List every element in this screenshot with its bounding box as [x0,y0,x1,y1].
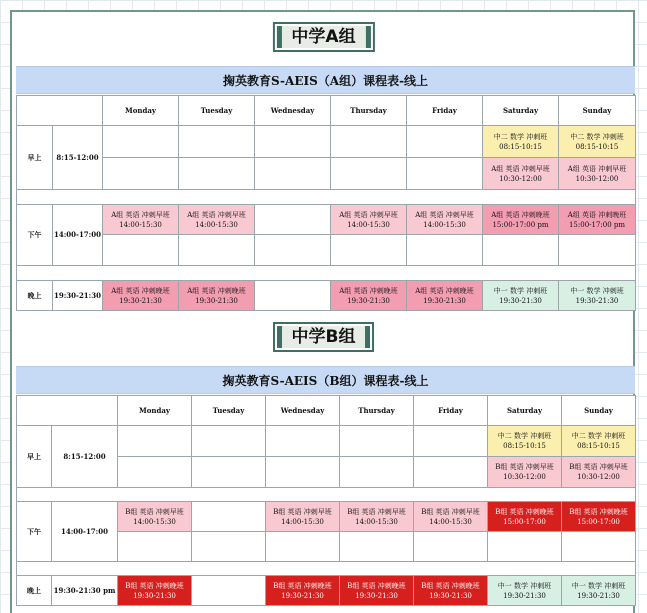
class-cell: B组 英语 冲刺早班 10:30-12:00 [488,457,562,488]
class-cell: B组 英语 冲刺晚班 19:30-21:30 [266,576,340,606]
empty-cell [118,426,192,457]
day-header: Sunday [559,96,636,126]
empty-cell [331,126,407,158]
empty-cell [103,158,179,190]
empty-cell [192,457,266,488]
class-cell: A组 英语 冲刺早班 10:30-12:00 [559,158,636,190]
empty-cell [331,158,407,190]
empty-cell [340,457,414,488]
spacer-row [17,562,636,576]
class-cell: 中二 数学 冲刺班 08:15-10:15 [559,126,636,158]
empty-cell [414,457,488,488]
class-cell: B组 英语 冲刺晚班 15:00-17:00 [562,502,636,532]
empty-cell [407,126,483,158]
class-cell: A组 英语 冲刺早班 14:00-15:30 [103,205,179,235]
afternoon-row-2 [17,235,636,266]
period-label: 晚上 [17,281,53,311]
empty-cell [407,235,483,266]
empty-cell [103,126,179,158]
spacer [17,562,636,576]
section-b-title-text: 中学B组 [277,326,371,348]
corner-cell [17,396,118,426]
period-time: 14:00-17:00 [52,502,118,562]
afternoon-row-1 [17,502,636,532]
class-cell: A组 英语 冲刺晚班 19:30-21:30 [103,281,179,311]
section-a-title-text: 中学A组 [276,26,370,48]
empty-cell [266,532,340,562]
day-header: Wednesday [255,96,331,126]
class-cell: A组 英语 冲刺早班 14:00-15:30 [179,205,255,235]
class-cell: 中二 数学 冲刺班 08:15-10:15 [483,126,559,158]
spacer-row [17,266,636,281]
empty-cell [179,126,255,158]
class-cell: 中一 数学 冲刺班 19:30-21:30 [483,281,559,311]
day-header: Tuesday [192,396,266,426]
empty-cell [340,532,414,562]
day-header: Wednesday [266,396,340,426]
period-time: 19:30-21:30 pm [52,576,118,606]
class-cell: B组 英语 冲刺晚班 19:30-21:30 [414,576,488,606]
spacer [17,266,636,281]
empty-cell [255,205,331,235]
empty-cell [559,235,636,266]
empty-cell [331,235,407,266]
day-header: Thursday [340,396,414,426]
period-label: 晚上 [17,576,52,606]
day-header: Sunday [562,396,636,426]
empty-cell [483,235,559,266]
class-cell: A组 英语 冲刺晚班 15:00-17:00 pm [483,205,559,235]
class-cell: 中二 数学 冲刺班 08:15-10:15 [562,426,636,457]
period-label: 早上 [17,426,52,488]
afternoon-row-1 [17,205,636,235]
empty-cell [192,426,266,457]
empty-cell [103,235,179,266]
day-header: Saturday [488,396,562,426]
morning-row-1 [17,126,636,158]
empty-cell [179,235,255,266]
period-label: 下午 [17,205,53,266]
section-a-schedule-table [16,95,636,311]
spacer-row [17,190,636,205]
spacer [17,488,636,502]
period-time: 8:15-12:00 [52,426,118,488]
empty-cell [407,158,483,190]
empty-cell [192,502,266,532]
class-cell: B组 英语 冲刺早班 14:00-15:30 [414,502,488,532]
empty-cell [118,532,192,562]
day-header: Tuesday [179,96,255,126]
empty-cell [192,532,266,562]
period-label: 下午 [17,502,52,562]
empty-cell [266,457,340,488]
class-cell: A组 英语 冲刺晚班 19:30-21:30 [179,281,255,311]
empty-cell [266,426,340,457]
spacer-row [17,488,636,502]
class-cell: 中二 数学 冲刺班 08:15-10:15 [488,426,562,457]
morning-row-1 [17,426,636,457]
class-cell: A组 英语 冲刺早班 10:30-12:00 [483,158,559,190]
empty-cell [488,532,562,562]
class-cell: A组 英语 冲刺晚班 19:30-21:30 [407,281,483,311]
class-cell: B组 英语 冲刺早班 14:00-15:30 [266,502,340,532]
empty-cell [255,281,331,311]
corner-cell [17,96,103,126]
empty-cell [414,532,488,562]
empty-cell [414,426,488,457]
day-header: Monday [118,396,192,426]
period-time: 14:00-17:00 [53,205,103,266]
class-cell: 中一 数学 冲刺班 19:30-21:30 [562,576,636,606]
day-header: Friday [407,96,483,126]
class-cell: B组 英语 冲刺早班 14:00-15:30 [340,502,414,532]
class-cell: B组 英语 冲刺早班 10:30-12:00 [562,457,636,488]
day-header: Thursday [331,96,407,126]
evening-row [17,576,636,606]
day-header: Monday [103,96,179,126]
period-label: 早上 [17,126,53,190]
section-b-schedule-table [16,395,636,606]
empty-cell [255,158,331,190]
day-header: Saturday [483,96,559,126]
class-cell: A组 英语 冲刺早班 14:00-15:30 [331,205,407,235]
morning-row-2 [17,158,636,190]
evening-row [17,281,636,311]
class-cell: B组 英语 冲刺晚班 19:30-21:30 [118,576,192,606]
class-cell: B组 英语 冲刺早班 14:00-15:30 [118,502,192,532]
empty-cell [192,576,266,606]
class-cell: B组 英语 冲刺晚班 15:00-17:00 [488,502,562,532]
period-time: 8:15-12:00 [53,126,103,190]
empty-cell [179,158,255,190]
class-cell: 中一 数学 冲刺班 19:30-21:30 [559,281,636,311]
period-time: 19:30-21:30 [53,281,103,311]
empty-cell [562,532,636,562]
empty-cell [255,235,331,266]
empty-cell [118,457,192,488]
class-cell: A组 英语 冲刺晚班 15:00-17:00 pm [559,205,636,235]
header-row [17,96,636,126]
empty-cell [340,426,414,457]
day-header: Friday [414,396,488,426]
section-b-title [273,322,375,352]
header-row [17,396,636,426]
section-a-banner: 掬英教育S-AEIS（A组）课程表-线上 [16,66,635,94]
section-a-title [272,22,374,52]
class-cell: B组 英语 冲刺晚班 19:30-21:30 [340,576,414,606]
class-cell: A组 英语 冲刺晚班 19:30-21:30 [331,281,407,311]
class-cell: A组 英语 冲刺早班 14:00-15:30 [407,205,483,235]
class-cell: 中一 数学 冲刺班 19:30-21:30 [488,576,562,606]
section-b-banner: 掬英教育S-AEIS（B组）课程表-线上 [16,366,635,394]
spacer [17,190,636,205]
empty-cell [255,126,331,158]
